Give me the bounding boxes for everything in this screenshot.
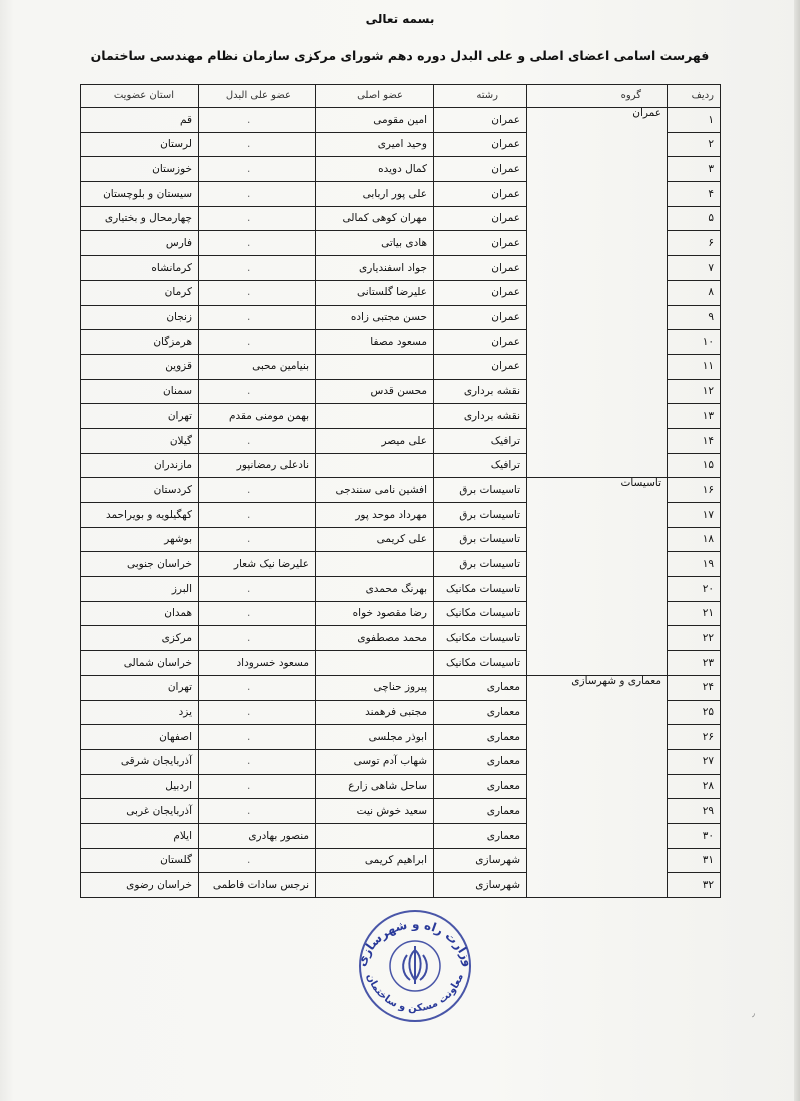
main-member-cell: مسعود مصفا [316,330,434,355]
alternate-member-cell: بهمن مومنی مقدم [199,404,316,429]
seal-bottom-text: معاونت مسکن و ساختمان [364,972,466,1015]
main-member-cell: ساحل شاهی زارع [316,774,434,799]
field-cell: عمران [434,108,527,133]
table-header-row [81,85,721,108]
row-number: ۳ [668,157,721,182]
row-number: ۲۵ [668,700,721,725]
main-member-cell: جواد اسفندیاری [316,256,434,281]
main-member-cell [316,453,434,478]
province-cell: بوشهر [81,527,199,552]
members-table-body [81,108,721,898]
province-cell: زنجان [81,305,199,330]
row-number: ۴ [668,182,721,207]
field-cell: شهرسازی [434,873,527,898]
main-member-cell: بهرنگ محمدی [316,577,434,602]
header-row-number: ردیف [668,85,721,108]
alternate-member-cell: . [199,108,316,133]
province-cell: ایلام [81,823,199,848]
main-member-cell: علی میصر [316,428,434,453]
field-cell: تاسیسات برق [434,527,527,552]
province-cell: اصفهان [81,725,199,750]
province-cell: خراسان رضوی [81,873,199,898]
province-cell: همدان [81,601,199,626]
province-cell: لرستان [81,132,199,157]
field-cell: تاسیسات برق [434,552,527,577]
row-number: ۲۲ [668,626,721,651]
province-cell: قزوین [81,354,199,379]
alternate-member-cell: منصور بهادری [199,823,316,848]
main-member-cell: علیرضا گلستانی [316,280,434,305]
alternate-member-cell: . [199,132,316,157]
main-member-cell: پیروز حناچی [316,675,434,700]
seal-top-text: وزارت راه و شهرسازی [354,917,476,969]
alternate-member-cell: . [199,157,316,182]
alternate-member-cell: نرجس سادات فاطمی [199,873,316,898]
province-cell: گلستان [81,848,199,873]
row-number: ۲۰ [668,577,721,602]
header-group: گروه [527,85,668,108]
alternate-member-cell: . [199,725,316,750]
field-cell: شهرسازی [434,848,527,873]
province-cell: سیستان و بلوچستان [81,182,199,207]
field-cell: عمران [434,256,527,281]
row-number: ۸ [668,280,721,305]
row-number: ۱۸ [668,527,721,552]
header-province: استان عضویت [81,85,199,108]
alternate-member-cell: نادعلی رمضانپور [199,453,316,478]
iran-emblem-icon [403,946,427,984]
main-member-cell [316,354,434,379]
row-number: ۹ [668,305,721,330]
province-cell: چهارمحال و بختیاری [81,206,199,231]
main-member-cell: افشین نامی سنندجی [316,478,434,503]
alternate-member-cell: بنیامین محبی [199,354,316,379]
province-cell: کرمانشاه [81,256,199,281]
province-cell: کردستان [81,478,199,503]
main-member-cell: ابوذر مجلسی [316,725,434,750]
field-cell: معماری [434,675,527,700]
alternate-member-cell: . [199,799,316,824]
province-cell: خراسان جنوبی [81,552,199,577]
alternate-member-cell: . [199,577,316,602]
alternate-member-cell: . [199,503,316,528]
alternate-member-cell: . [199,231,316,256]
row-number: ۱۷ [668,503,721,528]
alternate-member-cell: . [199,601,316,626]
alternate-member-cell: . [199,206,316,231]
alternate-member-cell: . [199,428,316,453]
row-number: ۱ [668,108,721,133]
alternate-member-cell: . [199,379,316,404]
main-member-cell: شهاب آدم توسی [316,749,434,774]
field-cell: تاسیسات برق [434,478,527,503]
alternate-member-cell: . [199,675,316,700]
main-member-cell: مجتبی فرهمند [316,700,434,725]
main-member-cell: محمد مصطفوی [316,626,434,651]
province-cell: آذربایجان شرقی [81,749,199,774]
province-cell: تهران [81,675,199,700]
row-number: ۲۴ [668,675,721,700]
row-number: ۵ [668,206,721,231]
alternate-member-cell: . [199,280,316,305]
province-cell: هرمزگان [81,330,199,355]
alternate-member-cell: . [199,700,316,725]
main-member-cell: علی کریمی [316,527,434,552]
main-member-cell: محسن قدس [316,379,434,404]
field-cell: تاسیسات مکانیک [434,577,527,602]
row-number: ۱۳ [668,404,721,429]
field-cell: معماری [434,799,527,824]
field-cell: عمران [434,206,527,231]
field-cell: نقشه برداری [434,379,527,404]
province-cell: تهران [81,404,199,429]
main-member-cell: وحید امیری [316,132,434,157]
field-cell: معماری [434,774,527,799]
field-cell: نقشه برداری [434,404,527,429]
field-cell: ترافیک [434,453,527,478]
province-cell: آذربایجان غربی [81,799,199,824]
main-member-cell: مهرداد موحد پور [316,503,434,528]
main-member-cell: مهران کوهی کمالی [316,206,434,231]
province-cell: یزد [81,700,199,725]
page-spine-shadow [794,0,800,1101]
row-number: ۱۶ [668,478,721,503]
province-cell: گیلان [81,428,199,453]
row-number: ۱۹ [668,552,721,577]
alternate-member-cell: مسعود خسروداد [199,651,316,676]
members-table [80,84,721,898]
header-field: رشته [434,85,527,108]
field-cell: معماری [434,700,527,725]
row-number: ۲۸ [668,774,721,799]
alternate-member-cell: . [199,305,316,330]
province-cell: خراسان شمالی [81,651,199,676]
bismillah-heading: بسمه تعالی [365,12,435,26]
alternate-member-cell: . [199,182,316,207]
alternate-member-cell: . [199,774,316,799]
alternate-member-cell: . [199,848,316,873]
field-cell: عمران [434,182,527,207]
row-number: ۳۲ [668,873,721,898]
main-member-cell: سعید خوش نیت [316,799,434,824]
main-member-cell: کمال دویده [316,157,434,182]
field-cell: تاسیسات مکانیک [434,651,527,676]
main-member-cell: ابراهیم کریمی [316,848,434,873]
field-cell: عمران [434,280,527,305]
row-number: ۱۲ [668,379,721,404]
row-number: ۱۴ [668,428,721,453]
document-title: فهرست اسامی اعضای اصلی و علی البدل دوره دهم شورای مرکزی سازمان نظام مهندسی ساختمان [90,48,710,63]
field-cell: معماری [434,823,527,848]
row-number: ۲۱ [668,601,721,626]
table-row [81,675,721,700]
province-cell: کرمان [81,280,199,305]
row-number: ۳۰ [668,823,721,848]
province-cell: مازندران [81,453,199,478]
field-cell: عمران [434,354,527,379]
field-cell: تاسیسات برق [434,503,527,528]
row-number: ۲۹ [668,799,721,824]
row-number: ۱۱ [668,354,721,379]
main-member-cell [316,823,434,848]
alternate-member-cell: . [199,749,316,774]
field-cell: معماری [434,749,527,774]
main-member-cell: علی پور اربابی [316,182,434,207]
alternate-member-cell: . [199,330,316,355]
field-cell: عمران [434,132,527,157]
main-member-cell: امین مقومی [316,108,434,133]
field-cell: ترافیک [434,428,527,453]
alternate-member-cell: . [199,626,316,651]
province-cell: قم [81,108,199,133]
main-member-cell [316,873,434,898]
row-number: ۱۰ [668,330,721,355]
group-cell: عمران [527,108,668,478]
province-cell: کهگیلویه و بویراحمد [81,503,199,528]
province-cell: اردبیل [81,774,199,799]
ministry-seal-stamp [350,900,480,1025]
main-member-cell: رضا مقصود خواه [316,601,434,626]
header-alternate-member: عضو علی البدل [199,85,316,108]
field-cell: عمران [434,157,527,182]
province-cell: فارس [81,231,199,256]
row-number: ۳۱ [668,848,721,873]
table-row [81,478,721,503]
alternate-member-cell: . [199,478,316,503]
row-number: ۲۶ [668,725,721,750]
main-member-cell [316,552,434,577]
row-number: ۲۳ [668,651,721,676]
province-cell: مرکزی [81,626,199,651]
field-cell: تاسیسات مکانیک [434,626,527,651]
group-cell: تاسیسات [527,478,668,676]
main-member-cell: هادی بیاتی [316,231,434,256]
group-cell: معماری و شهرسازی [527,675,668,897]
row-number: ۶ [668,231,721,256]
field-cell: عمران [434,330,527,355]
table-row [81,108,721,133]
row-number: ۲۷ [668,749,721,774]
main-member-cell: حسن مجتبی زاده [316,305,434,330]
field-cell: عمران [434,305,527,330]
alternate-member-cell: علیرضا نیک شعار [199,552,316,577]
row-number: ۷ [668,256,721,281]
page-corner-mark: ٫ [752,1009,755,1019]
alternate-member-cell: . [199,527,316,552]
province-cell: سمنان [81,379,199,404]
province-cell: خوزستان [81,157,199,182]
main-member-cell [316,651,434,676]
field-cell: تاسیسات مکانیک [434,601,527,626]
field-cell: عمران [434,231,527,256]
main-member-cell [316,404,434,429]
row-number: ۲ [668,132,721,157]
header-main-member: عضو اصلی [316,85,434,108]
row-number: ۱۵ [668,453,721,478]
alternate-member-cell: . [199,256,316,281]
field-cell: معماری [434,725,527,750]
province-cell: البرز [81,577,199,602]
